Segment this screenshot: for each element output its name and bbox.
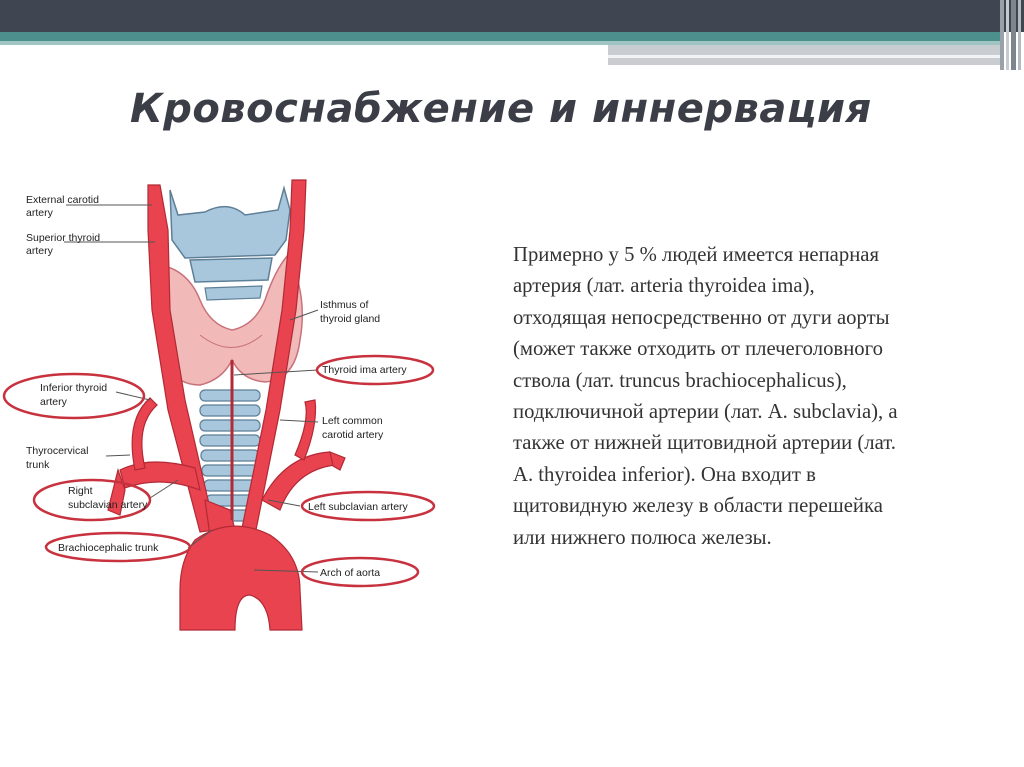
body-line: также от нижней щитовидной артерии (лат. <box>513 432 896 455</box>
label-superior-thyroid: Superior thyroid <box>26 232 101 244</box>
body-line: Примерно у 5 % людей имеется непарная <box>513 244 879 266</box>
header-accent-line <box>0 32 1000 41</box>
label-external-carotid: External carotid <box>26 194 99 206</box>
body-line: подключичной артерии (лат. A. subclavia), а <box>513 401 898 424</box>
label-left-common-carotid: Left common <box>322 415 383 427</box>
body-text <box>513 240 1003 554</box>
label-brachiocephalic: Brachiocephalic trunk <box>58 542 159 554</box>
label-right-subclavian-2: subclavian artery <box>68 499 148 511</box>
body-line: артерия (лат. arteria thyroidea ima), <box>513 275 815 298</box>
label-thyrocervical-2: trunk <box>26 459 50 471</box>
label-arch-of-aorta: Arch of aorta <box>320 567 381 579</box>
label-thyrocervical: Thyrocervical <box>26 445 89 457</box>
label-superior-thyroid-2: artery <box>26 245 53 257</box>
label-external-carotid-2: artery <box>26 207 53 219</box>
body-line: ствола (лат. truncus brachiocephalicus), <box>513 369 847 392</box>
body-line: отходящая непосредственно от дуги аорты <box>513 306 890 329</box>
label-left-common-carotid-2: carotid artery <box>322 429 384 441</box>
body-line: или нижнего полюса железы. <box>513 526 772 549</box>
header-gray-strip-highlight <box>608 55 1000 58</box>
body-line: щитовидную железу в области перешейка <box>513 495 883 518</box>
label-right-subclavian: Right <box>68 485 93 497</box>
slide-title: Кровоснабжение и иннервация <box>130 86 872 132</box>
label-inferior-thyroid-2: artery <box>40 396 67 408</box>
label-isthmus-2: thyroid gland <box>320 313 381 325</box>
label-left-subclavian: Left subclavian artery <box>308 501 408 513</box>
header-bar <box>0 0 1024 32</box>
body-line: (может также отходить от плечеголовного <box>513 338 883 361</box>
thyroid-blood-supply-diagram <box>0 170 450 650</box>
label-thyroid-ima: Thyroid ima artery <box>322 364 407 376</box>
header-right-bars <box>1000 0 1024 70</box>
label-inferior-thyroid: Inferior thyroid <box>40 382 108 394</box>
body-line: A. thyroidea inferior). Она входит в <box>513 463 816 486</box>
label-isthmus: Isthmus of <box>320 299 369 311</box>
